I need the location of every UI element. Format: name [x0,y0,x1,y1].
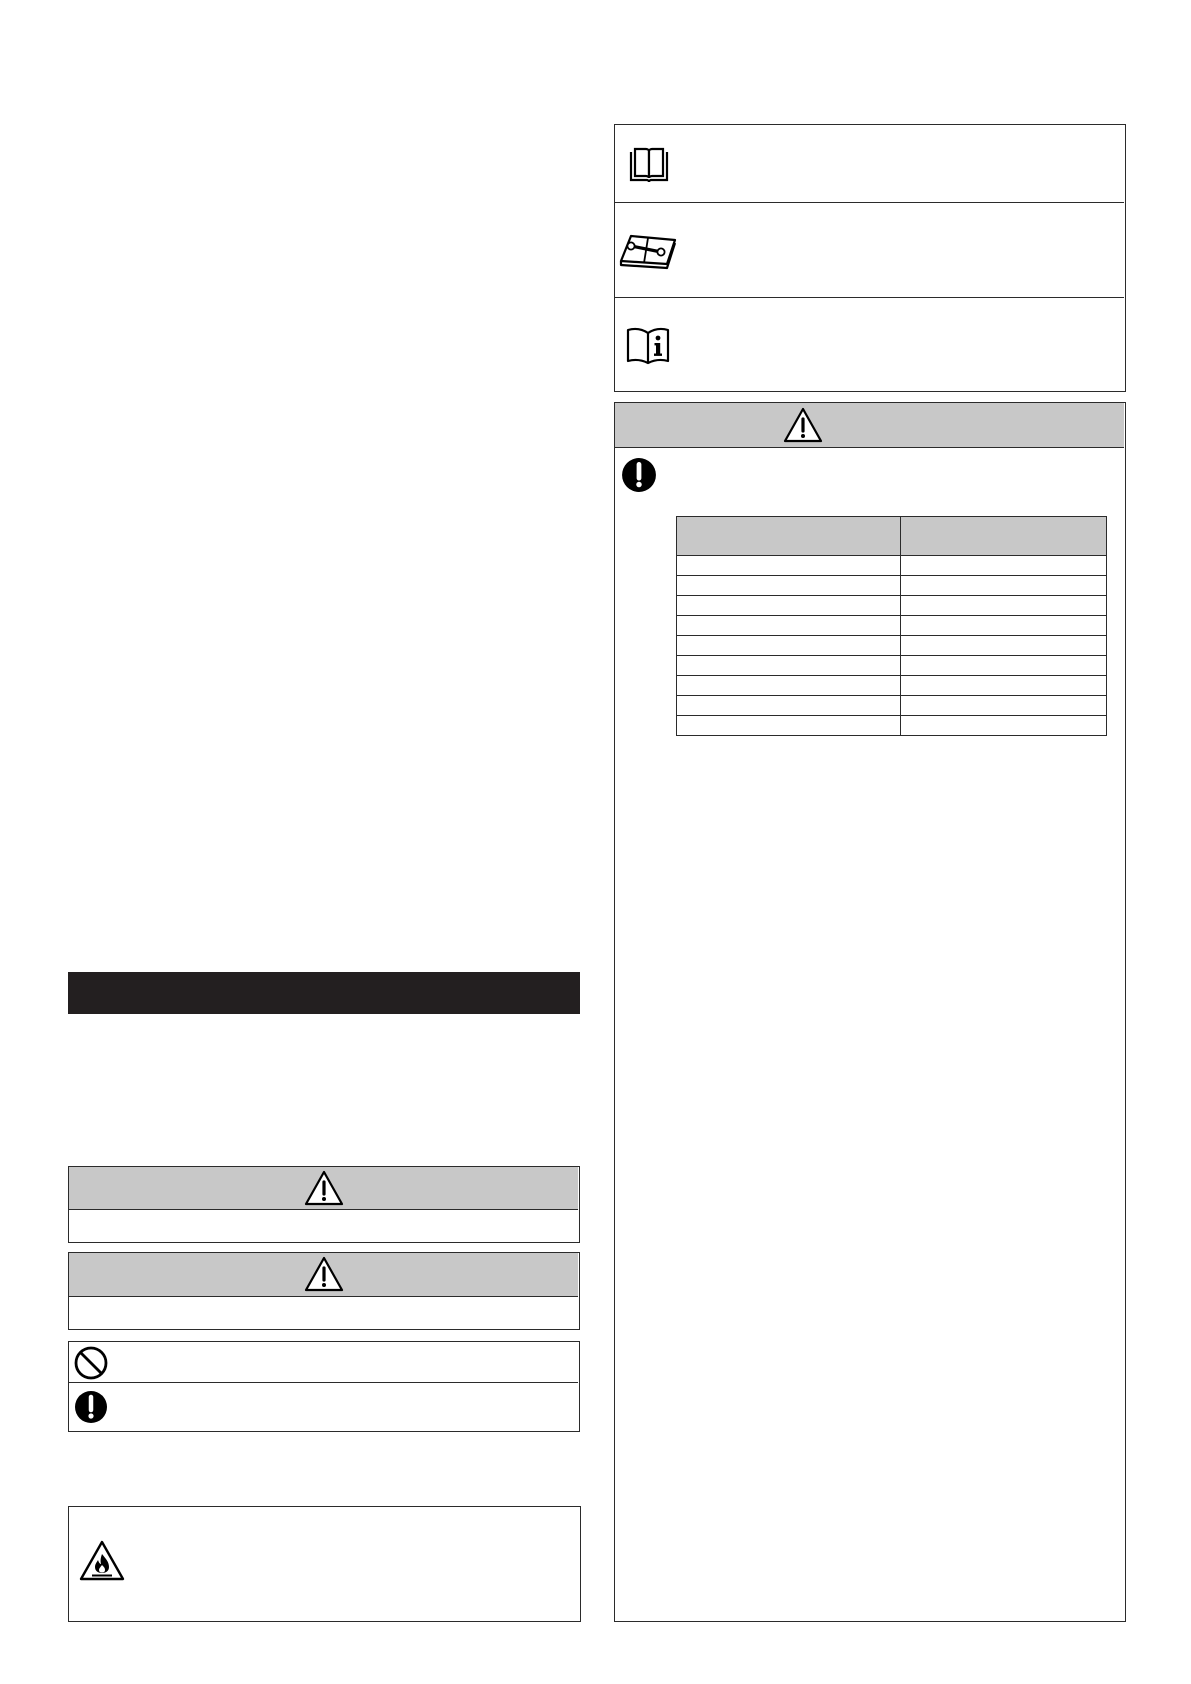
read-manual-icon [627,146,671,186]
warning-panel [614,402,1126,1622]
warning-panel-header [615,403,1124,448]
legend-divider [69,1382,578,1383]
prohibition-icon [73,1345,109,1381]
table-header-cell [677,517,901,556]
mandatory-exclamation-icon [621,457,657,493]
table-row [677,556,1107,576]
manual-divider-2 [615,297,1124,298]
service-manual-icon [617,231,679,271]
information-manual-icon [625,325,671,365]
section-heading-bar [68,972,580,1014]
manual-divider-1 [615,202,1124,203]
table-cell [677,656,901,676]
table-cell [901,656,1107,676]
table-row [677,636,1107,656]
symbol-legend-box [68,1341,580,1432]
table-cell [677,696,901,716]
table-row [677,576,1107,596]
caution-box [68,1252,580,1330]
table-cell [677,576,901,596]
manual-reference-box [614,124,1126,392]
flammable-warning-icon [79,1540,125,1582]
warning-box [68,1166,580,1243]
table-row [677,696,1107,716]
table-row [677,616,1107,636]
flammable-box [68,1506,581,1622]
table-row [677,716,1107,736]
table-cell [901,596,1107,616]
table-cell [901,616,1107,636]
table-row [677,596,1107,616]
table-cell [677,636,901,656]
table-cell [901,696,1107,716]
table-header-cell [901,517,1107,556]
data-table [676,516,1107,736]
table-cell [677,616,901,636]
table-cell [901,636,1107,656]
table-cell [677,716,901,736]
warning-triangle-icon [303,1255,345,1293]
table-row [677,676,1107,696]
table-cell [901,556,1107,576]
table-cell [677,556,901,576]
table-cell [677,676,901,696]
table-row [677,656,1107,676]
table-cell [901,676,1107,696]
table-cell [901,576,1107,596]
warning-triangle-icon [303,1169,345,1207]
warning-triangle-icon [782,406,824,444]
table-cell [901,716,1107,736]
table-header-row [677,517,1107,556]
mandatory-exclamation-icon [74,1390,108,1424]
table-cell [677,596,901,616]
